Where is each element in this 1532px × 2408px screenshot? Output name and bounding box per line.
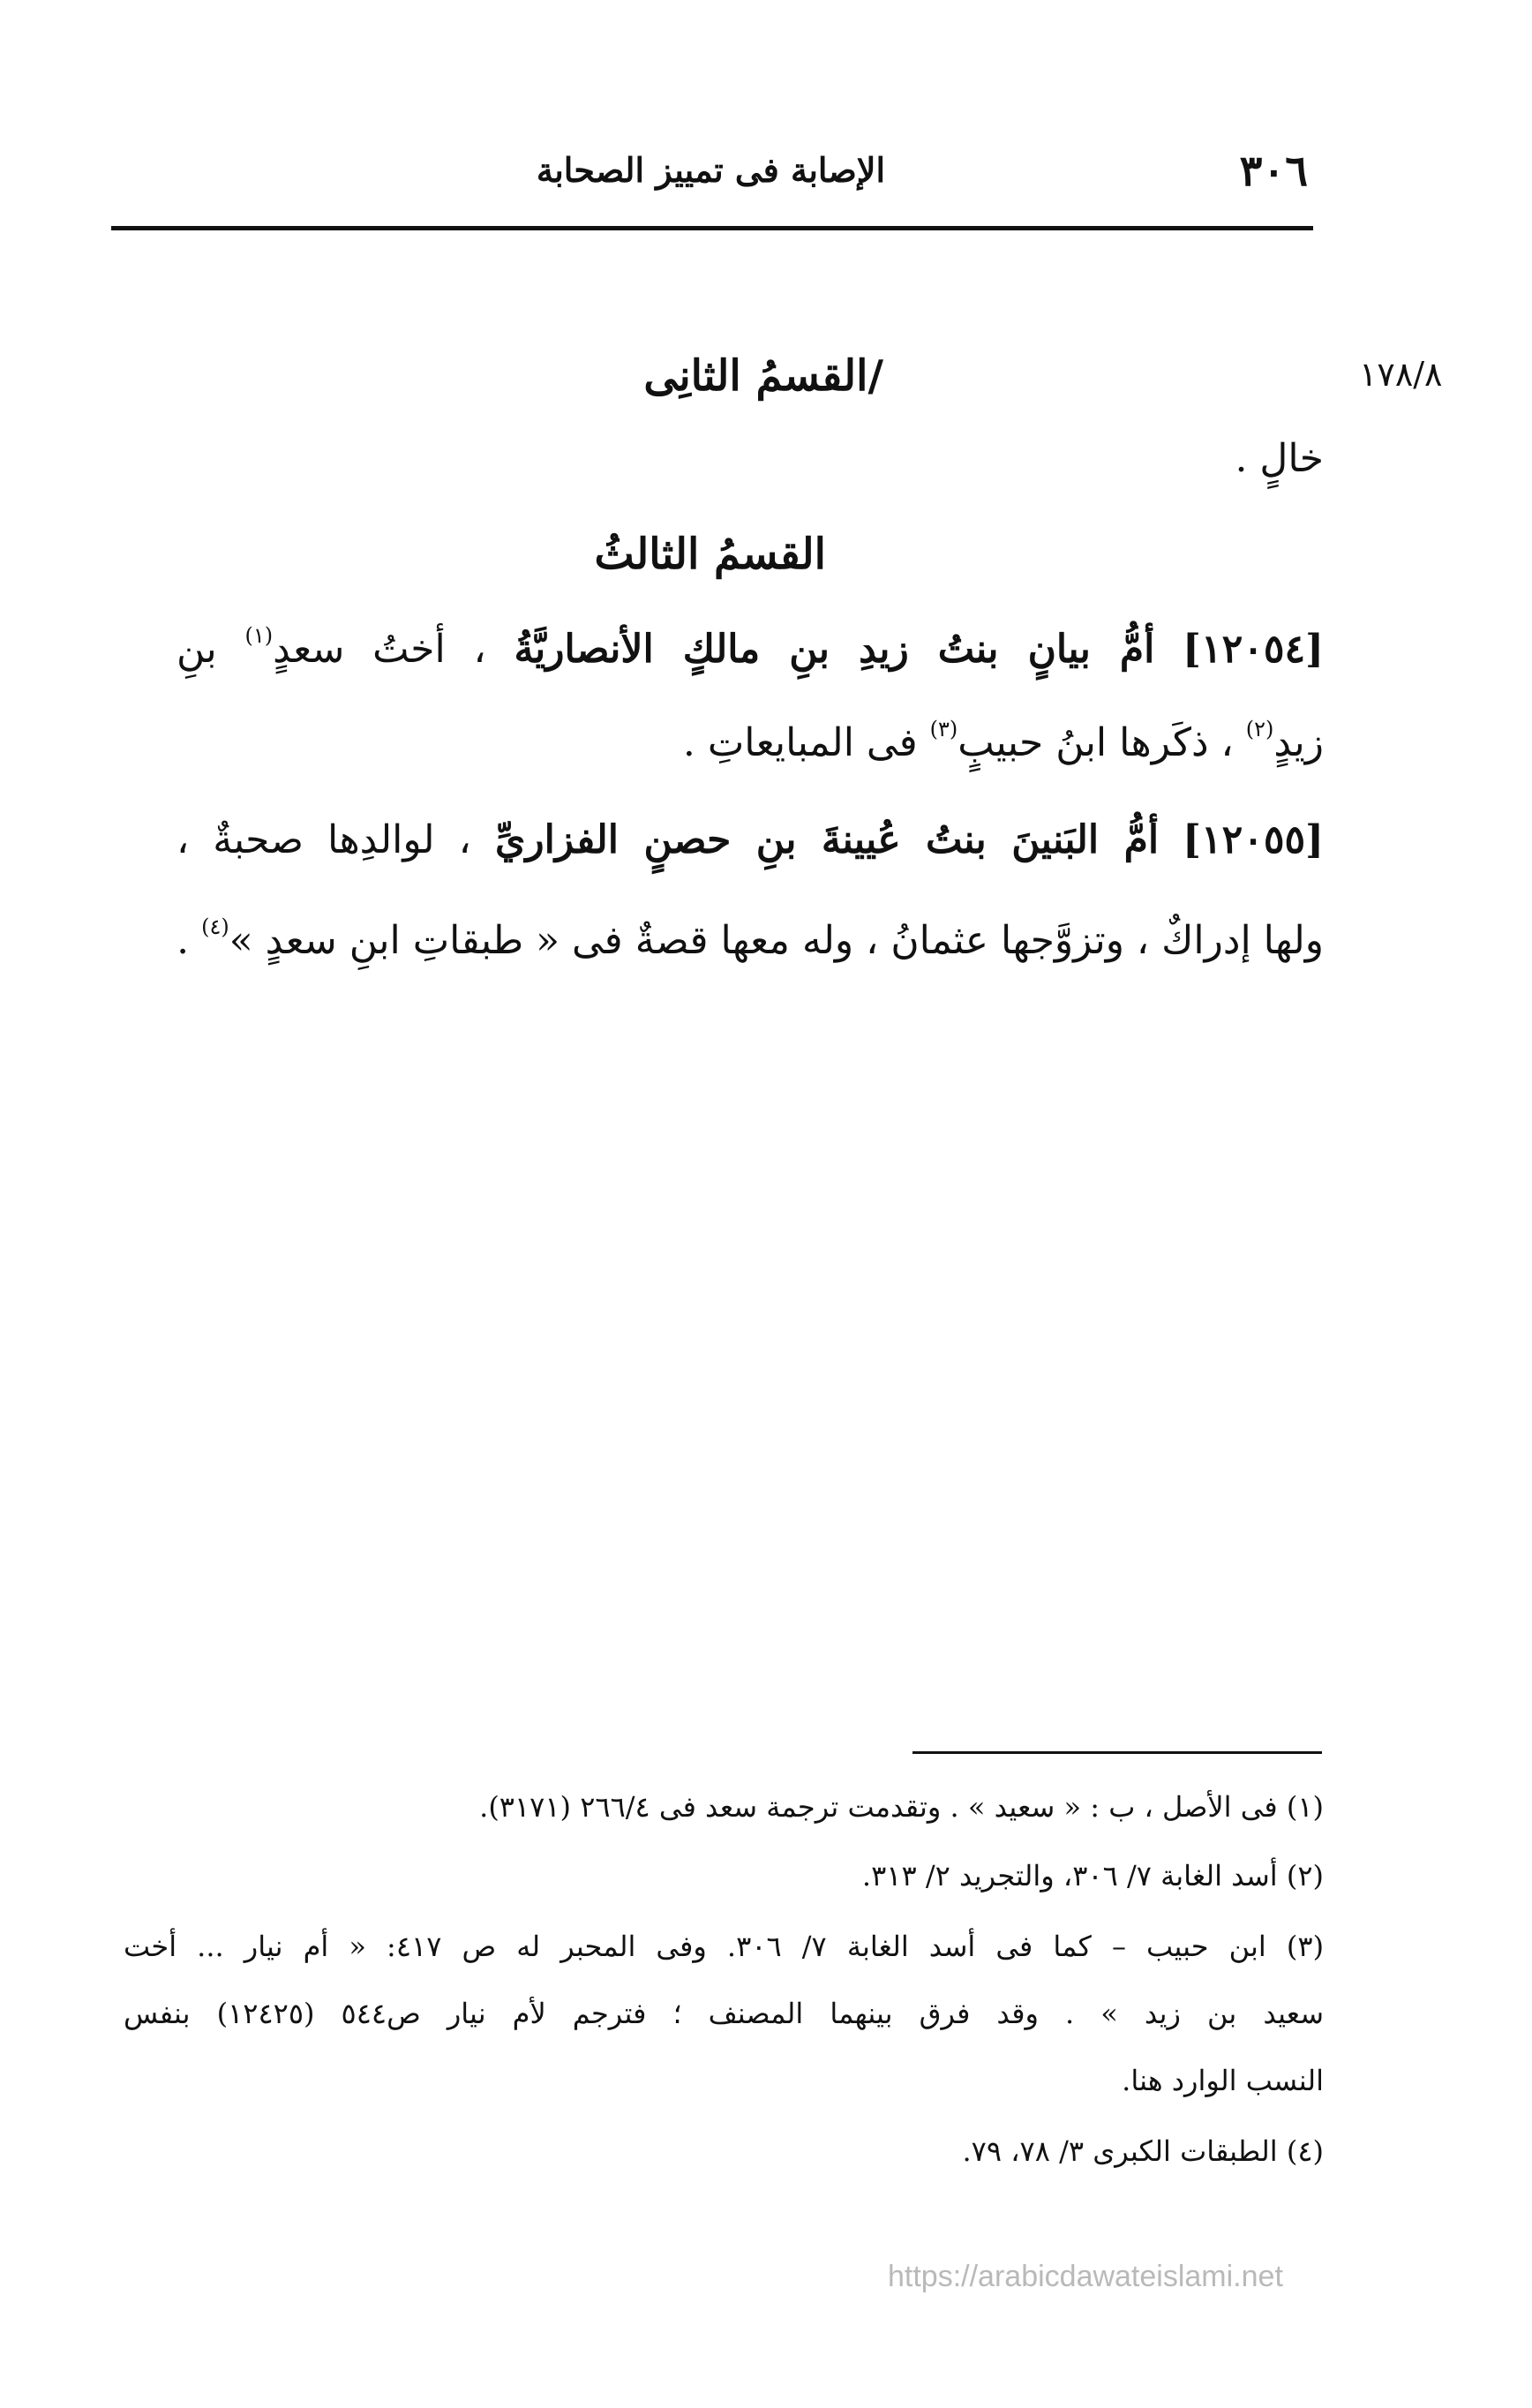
footnote-2: (٢) أسد الغابة ٧/ ٣٠٦، والتجريد ٢/ ٣١٣. xyxy=(861,1859,1324,1893)
running-header xyxy=(111,141,1313,203)
footnote-marker[interactable]: (٣) xyxy=(929,717,958,741)
carryover-text: خالٍ . xyxy=(1235,436,1324,481)
footnote-marker[interactable]: (١) xyxy=(244,623,274,648)
entry-12054-line-2 xyxy=(176,717,1324,765)
watermark: https://arabicdawateislami.net xyxy=(888,2260,1283,2293)
entry-text: بنِ xyxy=(176,627,217,672)
entry-text: ولها إدراكٌ ، وتزوَّجها عثمانُ ، وله معها قصةٌ فى « طبقاتِ ابنِ سعدٍ » xyxy=(229,918,1324,963)
book-title: الإصابة فى تمييز الصحابة xyxy=(536,150,885,190)
entry-12055-line-2 xyxy=(176,914,1324,963)
section-title-third: القسمُ الثالثُ xyxy=(594,530,826,579)
entry-heading: أمُّ بيانٍ بنتُ زيدِ بنِ مالكٍ الأنصاريَّةُ xyxy=(514,627,1155,672)
footnote-4: (٤) الطبقات الكبرى ٣/ ٧٨، ٧٩. xyxy=(962,2134,1324,2168)
footnote-3-line-2: سعيد بن زيد » . وقد فرق بينهما المصنف ؛ فترجم لأم نيار ص٥٤٤ (١٢٤٢٥) بنفس xyxy=(124,1997,1325,2030)
entry-text: ، لوالدِها صحبةٌ ، xyxy=(176,817,471,862)
entry-number: [١٢٠٥٤] xyxy=(1183,627,1324,672)
section-title-second: /القسمُ الثانِى xyxy=(643,351,883,401)
footnote-3-line-3: النسب الوارد هنا. xyxy=(1122,2064,1324,2097)
footnote-3-line-1: (٣) ابن حبيب – كما فى أسد الغابة ٧/ ٣٠٦. وفى المحبر له ص ٤١٧: « أم نيار ... أخت xyxy=(124,1930,1325,1963)
entry-12055-line-1 xyxy=(176,817,1324,862)
entry-text: ، أختُ سعدٍ xyxy=(273,627,486,672)
footnote-marker[interactable]: (٢) xyxy=(1245,717,1274,741)
entry-12054-line-1 xyxy=(176,623,1324,672)
footnote-marker[interactable]: (٤) xyxy=(201,914,229,939)
entry-text: زيدٍ xyxy=(1273,720,1324,765)
header-rule xyxy=(111,226,1313,230)
margin-reference: ١٧٨/٨ xyxy=(1359,355,1443,394)
entry-number: [١٢٠٥٥] xyxy=(1183,817,1324,862)
page-number: ٣٠٦ xyxy=(1239,147,1308,196)
footnote-1: (١) فى الأصل ، ب : « سعيد » . وتقدمت ترجمة سعد فى ٢٦٦/٤ (٣١٧١). xyxy=(479,1790,1324,1824)
footnote-rule xyxy=(912,1751,1322,1754)
entry-text: ، ذكَرها ابنُ حبيبٍ xyxy=(958,720,1234,765)
entry-heading: أمُّ البَنينَ بنتُ عُيينةَ بنِ حصنٍ الفزاريِّ xyxy=(494,817,1160,862)
entry-text: . xyxy=(176,918,190,963)
entry-text: فى المبايعاتِ . xyxy=(682,720,918,765)
